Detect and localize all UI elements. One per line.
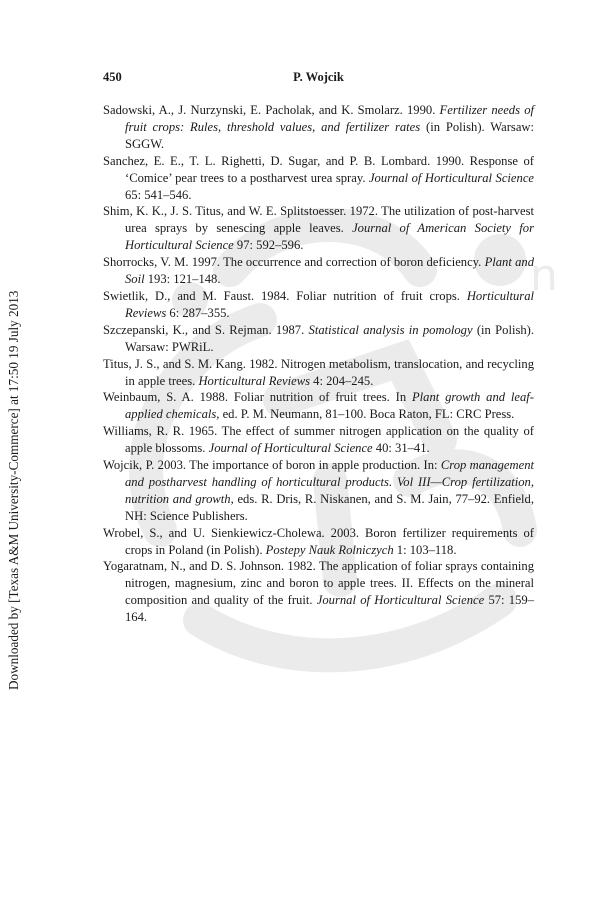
- reference-item: Sanchez, E. E., T. L. Righetti, D. Sugar, and P. B. Lombard. 1990. Response of ‘Comice’ pear trees to a postharvest urea spray. Journal of Horticultural Science 65: 541–546.: [103, 153, 534, 202]
- download-notice: Downloaded by [Texas A&M University-Commerce] at 17:50 19 July 2013: [6, 290, 21, 690]
- running-header: [103, 70, 534, 86]
- reference-item: Shim, K. K., J. S. Titus, and W. E. Splitstoesser. 1972. The utilization of post-harvest urea sprays by senescing apple leaves. Journal of American Society for Horticultural Science 97: 592–596.: [103, 204, 535, 253]
- reference-item: Shorrocks, V. M. 1997. The occurrence and correction of boron deficiency. Plant and Soil 193: 121–148.: [103, 255, 534, 287]
- reference-item: Sadowski, A., J. Nurzynski, E. Pacholak, and K. Smolarz. 1990. Fertilizer needs of fruit crops: Rules, threshold values, and fertilizer rates (in Polish). Warsaw: SGGW.: [103, 103, 534, 151]
- reference-item: Wrobel, S., and U. Sienkiewicz-Cholewa. 2003. Boron fertilizer requirements of crops in Poland (in Polish). Postepy Nauk Rolniczych 1: 103–118.: [103, 525, 534, 557]
- watermark-letter: n: [530, 250, 558, 301]
- reference-item: Weinbaum, S. A. 1988. Foliar nutrition of fruit trees. In Plant growth and leaf-applied chemicals, ed. P. M. Neumann, 81–100. Boca Raton, FL: CRC Press.: [103, 390, 534, 422]
- reference-item: Yogaratnam, N., and D. S. Johnson. 1982. The application of foliar sprays containing nitrogen, magnesium, zinc and boron to apple trees. II. Effects on the mineral composition and quality of the fruit. Journal of Horticultural Science 57: 159–164.: [103, 559, 534, 625]
- reference-list: [103, 102, 534, 626]
- reference-item: Williams, R. R. 1965. The effect of summer nitrogen application on the quality of apple blossoms. Journal of Horticultural Science 40: 31–41.: [103, 424, 534, 456]
- reference-item: Szczepanski, K., and S. Rejman. 1987. Statistical analysis in pomology (in Polish). Warsaw: PWRiL.: [103, 322, 534, 354]
- reference-item: Titus, J. S., and S. M. Kang. 1982. Nitrogen metabolism, translocation, and recycling in apple trees. Horticultural Reviews 4: 204–245.: [103, 356, 534, 388]
- page-number: 450: [103, 70, 122, 84]
- running-author: P. Wojcik: [293, 70, 344, 84]
- reference-item: Wojcik, P. 2003. The importance of boron in apple production. In: Crop management and postharvest handling of horticultural products. Vol III—Crop fertilization, nutrition and growth, eds. R. Dris, R. Niskanen, and S. M. Jain, 77–92. Enfield, NH: Science Publishers.: [103, 458, 534, 523]
- reference-item: Swietlik, D., and M. Faust. 1984. Foliar nutrition of fruit crops. Horticultural Reviews 6: 287–355.: [103, 288, 534, 320]
